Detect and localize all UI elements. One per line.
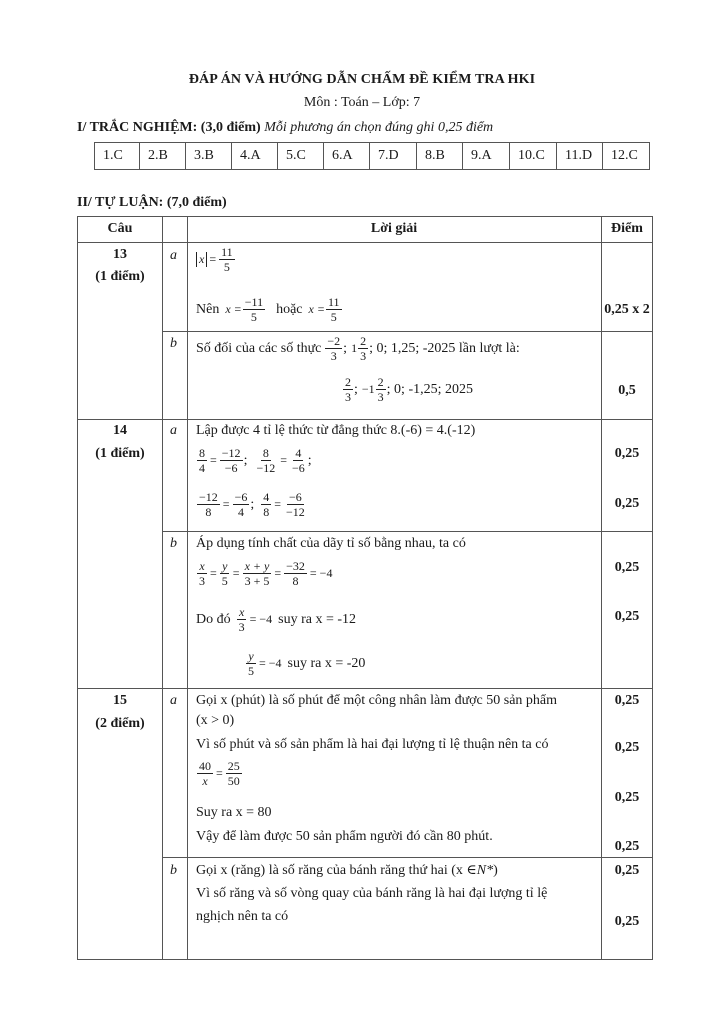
denominator: 3 — [360, 349, 367, 363]
answer-cell: 9.A — [463, 143, 510, 170]
question-15-number: 15 — [113, 693, 127, 708]
numerator: 11 — [327, 295, 340, 309]
q15a-line-1: Gọi x (phút) là số phút để một công nhân làm được 50 sản phẩm — [196, 693, 558, 708]
q14a-proportions-1 — [196, 446, 312, 475]
numerator: 2 — [360, 334, 367, 348]
fraction — [197, 490, 220, 519]
separator: ; — [354, 381, 358, 397]
denominator: 5 — [250, 310, 257, 324]
row-divider — [78, 419, 652, 420]
question-14-number: 14 — [113, 423, 127, 438]
text-hoac: hoặc — [276, 301, 303, 317]
x-equals: x = — [308, 302, 325, 316]
text: Gọi x (răng) là số răng của bánh răng thứ hai (x ∈ — [196, 863, 477, 878]
fraction — [243, 559, 272, 588]
q15a-line-6: Vậy để làm được 50 sản phẩm người đó cần 80 phút. — [196, 829, 493, 844]
column-divider — [187, 217, 188, 959]
denominator: 3 — [345, 390, 351, 404]
numerator: −2 — [327, 334, 341, 348]
q13b-line-2 — [342, 375, 473, 404]
numerator: −6 — [234, 490, 248, 504]
rhs: = −4 — [249, 612, 273, 626]
fraction — [243, 295, 265, 324]
row-divider — [162, 331, 652, 332]
denominator: 3 — [199, 574, 205, 588]
fraction — [220, 559, 230, 588]
numerator: 4 — [263, 490, 270, 504]
q14-part-a-label: a — [170, 423, 177, 438]
q14a-score-1: 0,25 — [614, 446, 640, 461]
q14b-line-4 — [245, 649, 365, 678]
answer-cell: 7.D — [370, 143, 417, 170]
numerator: 2 — [345, 375, 351, 389]
fraction — [197, 446, 207, 475]
separator: ; — [250, 496, 255, 512]
abs-value-x: x — [196, 252, 207, 267]
text: Số đối của các số thực — [196, 340, 322, 356]
answer-cell: 2.B — [140, 143, 186, 170]
fraction — [261, 490, 271, 519]
document-title: ĐÁP ÁN VÀ HƯỚNG DẪN CHẤM ĐỀ KIỂM TRA HKI — [188, 72, 536, 87]
numerator: 40 — [199, 759, 211, 773]
section1-heading: I/ TRẮC NGHIỆM: (3,0 điểm) — [77, 120, 261, 135]
fraction — [219, 245, 235, 274]
q15a-score-1: 0,25 — [614, 693, 640, 708]
denominator: 50 — [227, 774, 240, 788]
numerator: y — [222, 559, 228, 573]
x-equals: x = — [225, 302, 242, 316]
answer-row — [95, 143, 650, 170]
numerator: −12 — [221, 446, 241, 460]
numerator: 2 — [377, 375, 384, 389]
denominator: 3 — [330, 349, 337, 363]
column-header-question: Câu — [107, 221, 133, 236]
q13a-equation-1 — [196, 245, 236, 274]
q15a-score-3: 0,25 — [614, 790, 640, 805]
q14b-score-2: 0,25 — [614, 609, 640, 624]
text: suy ra x = -20 — [287, 655, 366, 671]
q13a-score: 0,25 x 2 — [604, 302, 650, 317]
q15a-line-2: (x > 0) — [196, 713, 235, 728]
denominator: 3 — [238, 620, 245, 634]
essay-answer-table — [77, 216, 653, 960]
fraction — [197, 759, 213, 788]
numerator: x + y — [244, 559, 270, 573]
numerator: 11 — [221, 245, 233, 259]
answer-cell: 11.D — [557, 143, 603, 170]
text: suy ra x = -12 — [278, 611, 357, 627]
numerator: x — [238, 605, 245, 619]
natural-numbers-set: N* — [476, 863, 494, 878]
column-header-solution: Lời giải — [370, 221, 418, 236]
text: ) — [493, 863, 498, 878]
numerator: 8 — [262, 446, 269, 460]
q14b-line-3 — [196, 605, 356, 634]
numerator: 8 — [199, 446, 205, 460]
denominator: −12 — [286, 505, 305, 519]
text-nen: Nên — [196, 301, 220, 317]
fraction — [233, 490, 250, 519]
question-13-points: (1 điểm) — [95, 269, 145, 284]
q14a-line-1: Lập được 4 tỉ lệ thức từ đẳng thức 8.(-6) = 4.(-12) — [196, 423, 476, 438]
answer-cell: 5.C — [278, 143, 324, 170]
section1-heading-line — [77, 120, 493, 136]
denominator: 3 + 5 — [244, 574, 270, 588]
fraction — [284, 559, 307, 588]
text-do-do: Do đó — [196, 611, 231, 627]
mixed-whole: −1 — [361, 382, 375, 396]
text: ; 0; -1,25; 2025 — [386, 381, 474, 397]
question-15-points: (2 điểm) — [95, 716, 145, 731]
denominator: 5 — [221, 574, 228, 588]
separator: ; — [307, 452, 312, 468]
answer-cell: 10.C — [510, 143, 557, 170]
equals-sign: = — [210, 566, 217, 580]
fraction — [343, 375, 353, 404]
q13-part-b-label: b — [170, 336, 177, 351]
question-13-number: 13 — [113, 247, 127, 262]
column-header-score: Điểm — [611, 221, 643, 236]
equals-sign: = — [274, 497, 282, 511]
numerator: 25 — [227, 759, 240, 773]
separator: ; — [243, 452, 248, 468]
equals-sign: = — [209, 252, 217, 266]
q14b-line-1: Áp dụng tính chất của dãy tỉ số bằng nhau, ta có — [196, 536, 466, 551]
q15a-proportion — [196, 759, 243, 788]
separator: ; — [343, 340, 348, 356]
denominator: −6 — [224, 461, 238, 475]
numerator: −6 — [289, 490, 302, 504]
row-divider — [78, 688, 652, 689]
q14b-ratio-chain — [196, 559, 334, 588]
fraction — [237, 605, 247, 634]
fraction — [254, 446, 277, 475]
q15a-line-3: Vì số phút và số sản phẩm là hai đại lượng tỉ lệ thuận nên ta có — [196, 737, 549, 752]
q14-part-b-label: b — [170, 536, 177, 551]
q15b-line-3: nghịch nên ta có — [196, 909, 289, 924]
denominator: 5 — [248, 664, 254, 678]
fraction — [290, 446, 307, 475]
answer-cell: 1.C — [95, 143, 140, 170]
denominator: 3 — [377, 390, 384, 404]
numerator: x — [199, 559, 205, 573]
denominator: 5 — [223, 260, 230, 274]
q14a-proportions-2 — [196, 490, 308, 519]
fraction — [197, 559, 207, 588]
answer-cell: 8.B — [417, 143, 463, 170]
equals-sign: = — [232, 566, 240, 580]
equals-sign: = — [280, 453, 288, 467]
section1-note: Mỗi phương án chọn đúng ghi 0,25 điểm — [264, 120, 494, 135]
row-divider — [162, 857, 652, 858]
result: = −4 — [309, 566, 333, 580]
section2-heading: II/ TỰ LUẬN: (7,0 điểm) — [77, 195, 227, 210]
fraction — [246, 649, 256, 678]
q13-part-a-label: a — [170, 248, 177, 263]
denominator: 8 — [205, 505, 212, 519]
multiple-choice-answer-table — [94, 142, 650, 170]
denominator: 4 — [199, 461, 205, 475]
q13b-line-1 — [196, 334, 520, 363]
denominator: 8 — [292, 574, 299, 588]
fraction — [325, 334, 342, 363]
q14a-score-2: 0,25 — [614, 496, 640, 511]
q15a-score-4: 0,25 — [614, 839, 640, 854]
fraction — [226, 759, 242, 788]
fraction — [376, 375, 386, 404]
rhs: = −4 — [259, 656, 282, 670]
answer-cell: 6.A — [324, 143, 370, 170]
numerator: −11 — [244, 295, 264, 309]
mixed-whole: 1 — [351, 341, 358, 355]
row-divider — [78, 242, 652, 243]
answer-cell: 12.C — [603, 143, 650, 170]
column-divider — [162, 217, 163, 959]
q15b-line-2: Vì số răng và số vòng quay của bánh răng là hai đại lượng tỉ lệ — [196, 886, 548, 901]
equals-sign: = — [216, 766, 223, 780]
denominator: 5 — [330, 310, 337, 324]
answer-cell: 3.B — [186, 143, 232, 170]
text: ; 0; 1,25; -2025 lần lượt là: — [369, 340, 520, 356]
equals-sign: = — [274, 566, 282, 580]
document-subtitle: Môn : Toán – Lớp: 7 — [303, 95, 421, 110]
q15-part-a-label: a — [170, 693, 177, 708]
fraction — [220, 446, 243, 475]
q15b-line-1 — [196, 863, 498, 879]
q15-part-b-label: b — [170, 863, 177, 878]
fraction — [326, 295, 342, 324]
equals-sign: = — [222, 497, 230, 511]
numerator: −12 — [199, 490, 218, 504]
denominator: 4 — [237, 505, 244, 519]
fraction — [284, 490, 307, 519]
numerator: 4 — [295, 446, 302, 460]
fraction — [358, 334, 368, 363]
denominator: −6 — [292, 461, 305, 475]
equals-sign: = — [210, 453, 217, 467]
q15a-line-5: Suy ra x = 80 — [196, 805, 272, 820]
q15b-score-1: 0,25 — [614, 863, 640, 878]
q15b-score-2: 0,25 — [614, 914, 640, 929]
q14b-score-1: 0,25 — [614, 560, 640, 575]
answer-cell: 4.A — [232, 143, 278, 170]
denominator: −12 — [256, 461, 276, 475]
q13a-equation-2 — [196, 295, 343, 324]
q13b-score: 0,5 — [618, 383, 636, 398]
numerator: −32 — [286, 559, 305, 573]
denominator: 8 — [263, 505, 270, 519]
question-14-points: (1 điểm) — [95, 446, 145, 461]
row-divider — [162, 531, 652, 532]
q15a-score-2: 0,25 — [614, 740, 640, 755]
denominator: x — [202, 774, 208, 788]
numerator: y — [248, 649, 254, 663]
